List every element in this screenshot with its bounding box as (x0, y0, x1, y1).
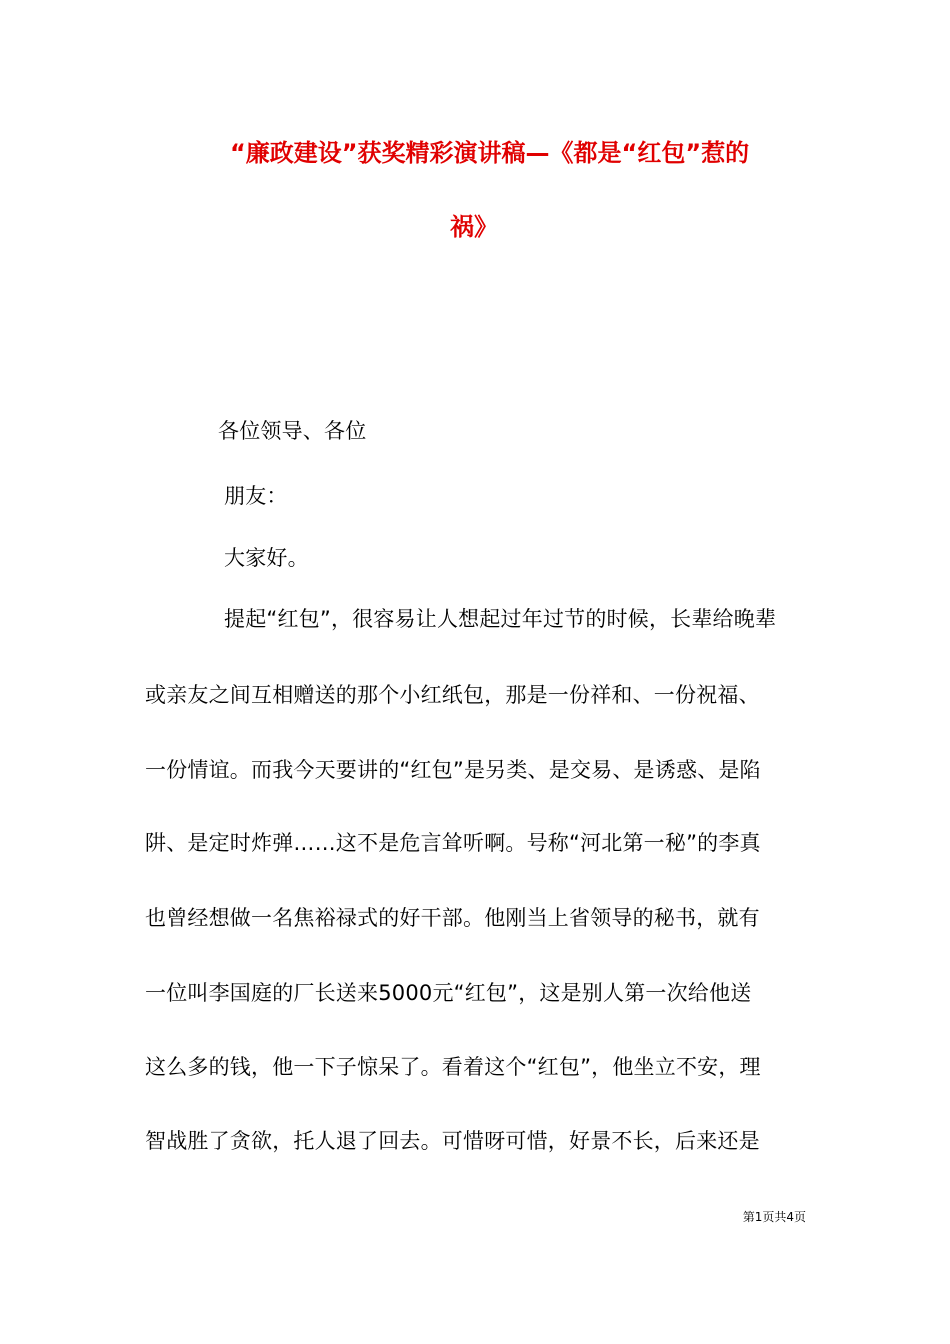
body-line: 提起“红包”，很容易让人想起过年过节的时候，长辈给晚辈 (224, 607, 777, 631)
body-line: 阱、是定时炸弹……这不是危言耸听啊。号称“河北第一秘”的李真 (145, 831, 761, 855)
body-line: 也曾经想做一名焦裕禄式的好干部。他刚当上省领导的秘书，就有 (145, 906, 760, 930)
page-number-footer: 第1页共4页 (742, 1210, 806, 1224)
body-line: 智战胜了贪欲，托人退了回去。可惜呀可惜，好景不长，后来还是 (145, 1129, 760, 1153)
greeting-line-2: 朋友： (224, 484, 288, 508)
body-line: 这么多的钱，他一下子惊呆了。看着这个“红包”，他坐立不安，理 (145, 1055, 761, 1079)
greeting-line-3: 大家好。 (224, 546, 309, 570)
body-line: 一位叫李国庭的厂长送来5000元“红包”，这是别人第一次给他送 (145, 981, 752, 1005)
document-title-line-2: 祸》 (450, 213, 498, 241)
greeting-line-1: 各位领导、各位 (218, 419, 367, 443)
body-line: 或亲友之间互相赠送的那个小红纸包，那是一份祥和、一份祝福、 (145, 683, 760, 707)
body-line: 一份情谊。而我今天要讲的“红包”是另类、是交易、是诱惑、是陷 (145, 758, 761, 782)
document-title-line-1: “廉政建设”获奖精彩演讲稿—《都是“红包”惹的 (230, 139, 750, 167)
